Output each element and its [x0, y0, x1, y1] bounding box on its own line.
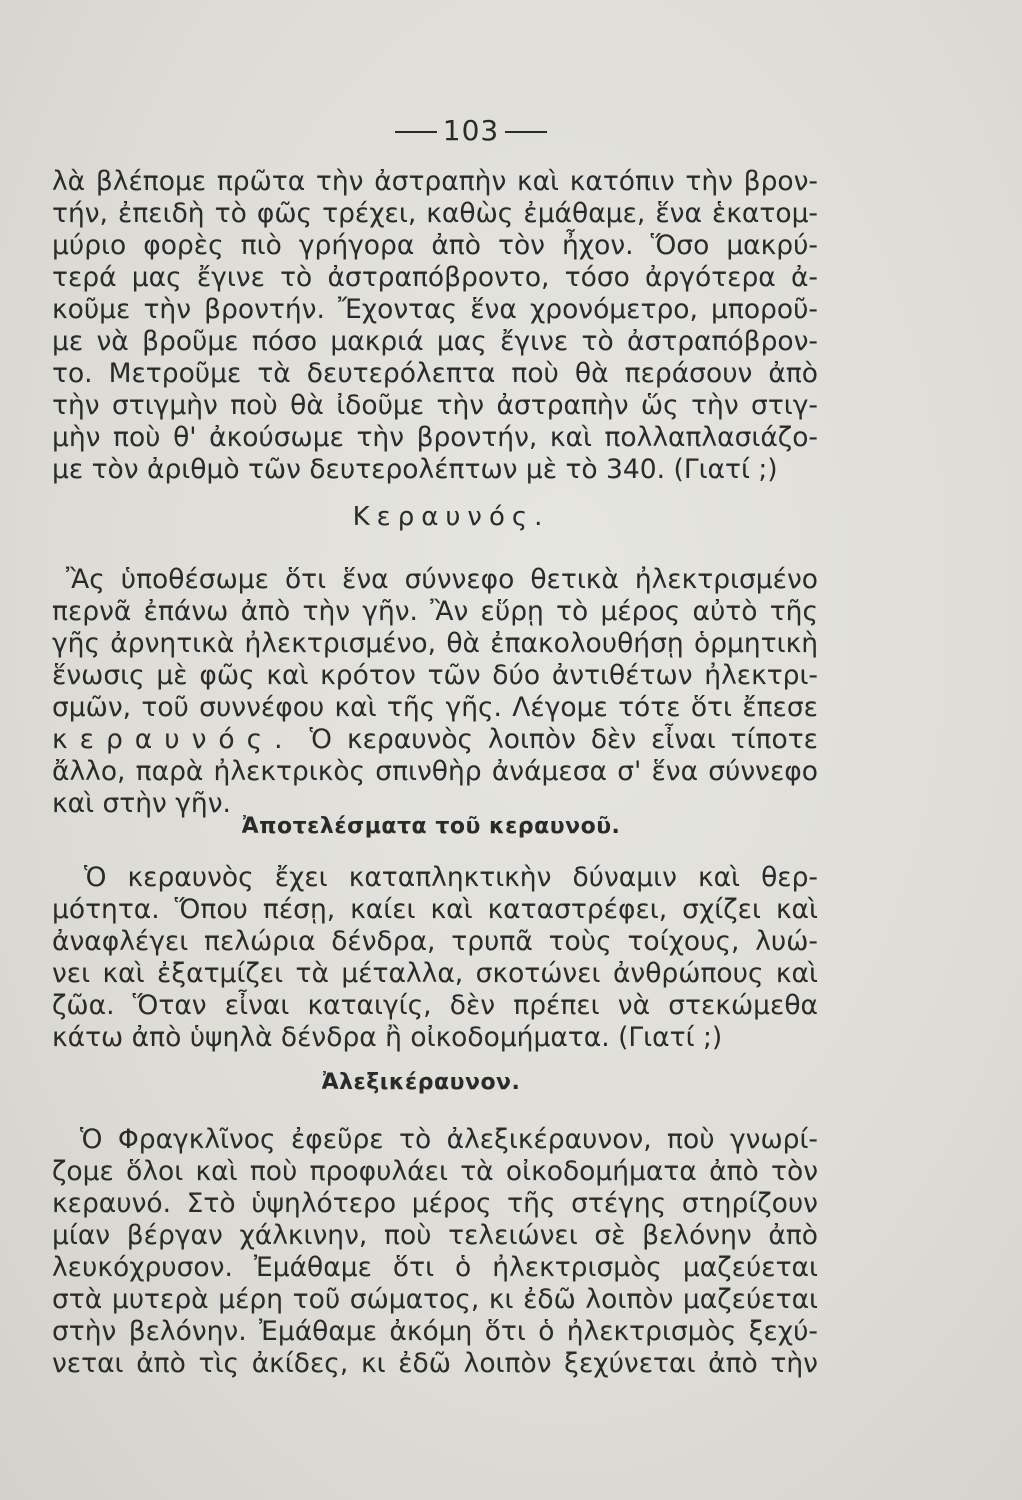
- paragraph3-line: μότητα. Ὅπου πέσῃ, καίει καὶ καταστρέφει, σχίζει καὶ: [52, 894, 818, 925]
- paragraph2-line: Ἂς ὑποθέσωμε ὅτι ἕνα σύννεφο θετικὰ ἠλεκτρισμένο: [66, 564, 818, 595]
- paragraph4-line: μίαν βέργαν χάλκινην, ποὺ τελειώνει σὲ βελόνην ἀπὸ: [52, 1220, 818, 1251]
- paragraph1-line: τὴν στιγμὴν ποὺ θὰ ἰδοῦμε τὴν ἀστραπὴν ὥς τὴν στιγ-: [52, 390, 818, 421]
- paragraph1-line: μύριο φορὲς πιὸ γρήγορα ἀπὸ τὸν ἦχον. Ὅσο μακρύ-: [52, 230, 818, 261]
- paragraph2-line: ἕνωσις μὲ φῶς καὶ κρότον τῶν δύο ἀντιθέτων ἠλεκτρι-: [52, 660, 818, 691]
- paragraph4-line: στὰ μυτερὰ μέρη τοῦ σώματος, κι ἐδῶ λοιπὸν μαζεύεται: [52, 1284, 818, 1315]
- page-number-dash-right: [505, 131, 547, 133]
- paragraph3-line: ζῶα. Ὅταν εἶναι καταιγίς, δὲν πρέπει νὰ στεκώμεθα: [52, 990, 818, 1021]
- paragraph2-line-rest: Ὁ κεραυνὸς λοιπὸν δὲν εἶναι τίποτε: [309, 724, 818, 755]
- paragraph3-line: νει καὶ ἐξατμίζει τὰ μέταλλα, σκοτώνει ἀνθρώπους καὶ: [52, 958, 818, 989]
- paragraph3-line: ἀναφλέγει πελώρια δένδρα, τρυπᾶ τοὺς τοίχους, λυώ-: [52, 926, 818, 957]
- paragraph4-line: Ὁ Φραγκλῖνος ἐφεῦρε τὸ ἀλεξικέραυνον, ποὺ γνωρί-: [80, 1124, 818, 1155]
- paragraph1-line: το. Μετροῦμε τὰ δευτερόλεπτα ποὺ θὰ περάσουν ἀπὸ: [52, 358, 818, 389]
- paragraph2-line-emphasis: [52, 724, 818, 756]
- section-heading-apotelesmata: Ἀποτελέσματα τοῦ κεραυνοῦ.: [241, 814, 621, 839]
- paragraph2-line: γῆς ἀρνητικὰ ἠλεκτρισμένο, θὰ ἐπακολουθήσῃ ὁρμητικὴ: [52, 628, 818, 659]
- paragraph3-line: κάτω ἀπὸ ὑψηλὰ δένδρα ἢ οἰκοδομήματα. (Γιατί ;): [52, 1022, 723, 1053]
- paragraph1-line: με τὸν ἀριθμὸ τῶν δευτερολέπτων μὲ τὸ 340. (Γιατί ;): [52, 454, 778, 485]
- section-heading-alexikeraunon: Ἀλεξικέραυνον.: [321, 1070, 521, 1095]
- paragraph4-line: ζομε ὅλοι καὶ ποὺ προφυλάει τὰ οἰκοδομήματα ἀπὸ τὸν: [52, 1156, 818, 1187]
- paragraph1-line: λὰ βλέπομε πρῶτα τὴν ἀστραπὴν καὶ κατόπιν τὴν βρον-: [52, 166, 818, 197]
- paragraph1-line: με νὰ βροῦμε πόσο μακριά μας ἔγινε τὸ ἀστραπόβρον-: [52, 326, 818, 357]
- paragraph1-line: τερά μας ἔγινε τὸ ἀστραπόβροντο, τόσο ἀργότερα ἀ-: [52, 262, 818, 293]
- paragraph4-line: στὴν βελόνην. Ἐμάθαμε ἀκόμη ὅτι ὁ ἠλεκτρισμὸς ξεχύ-: [52, 1316, 818, 1347]
- paragraph4-line: νεται ἀπὸ τὶς ἀκίδες, κι ἐδῶ λοιπὸν ξεχύνεται ἀπὸ τὴν: [52, 1348, 818, 1379]
- page-number-dash-left: [395, 131, 437, 133]
- page-number-value: 103: [442, 114, 500, 147]
- paragraph4-line: κεραυνό. Στὸ ὑψηλότερο μέρος τῆς στέγης στηρίζουν: [52, 1188, 818, 1219]
- paragraph2-line: περνᾶ ἐπάνω ἀπὸ τὴν γῆν. Ἂν εὕρῃ τὸ μέρος αὐτὸ τῆς: [52, 596, 818, 627]
- section-heading-keraunos: Κεραυνός.: [352, 502, 550, 532]
- paragraph2-line: καὶ στὴν γῆν.: [52, 788, 231, 819]
- paragraph1-line: μὴν ποὺ θ' ἀκούσωμε τὴν βροντήν, καὶ πολλαπλασιάζο-: [52, 422, 818, 453]
- paragraph3-line: Ὁ κεραυνὸς ἔχει καταπληκτικὴν δύναμιν καὶ θερ-: [84, 862, 818, 893]
- emphasized-word-keraunos: κεραυνός.: [52, 724, 295, 755]
- paragraph1-line: τήν, ἐπειδὴ τὸ φῶς τρέχει, καθὼς ἐμάθαμε, ἕνα ἑκατομ-: [52, 198, 818, 229]
- paragraph2-line: σμῶν, τοῦ συννέφου καὶ τῆς γῆς. Λέγομε τότε ὅτι ἔπεσε: [52, 692, 818, 723]
- paragraph1-line: κοῦμε τὴν βροντήν. Ἔχοντας ἕνα χρονόμετρο, μποροῦ-: [52, 294, 818, 325]
- paragraph2-line: ἄλλο, παρὰ ἠλεκτρικὸς σπινθὴρ ἀνάμεσα σ' ἕνα σύννεφο: [52, 756, 818, 787]
- paragraph4-line: λευκόχρυσον. Ἐμάθαμε ὅτι ὁ ἠλεκτρισμὸς μαζεύεται: [52, 1252, 818, 1283]
- page-number: [0, 114, 982, 147]
